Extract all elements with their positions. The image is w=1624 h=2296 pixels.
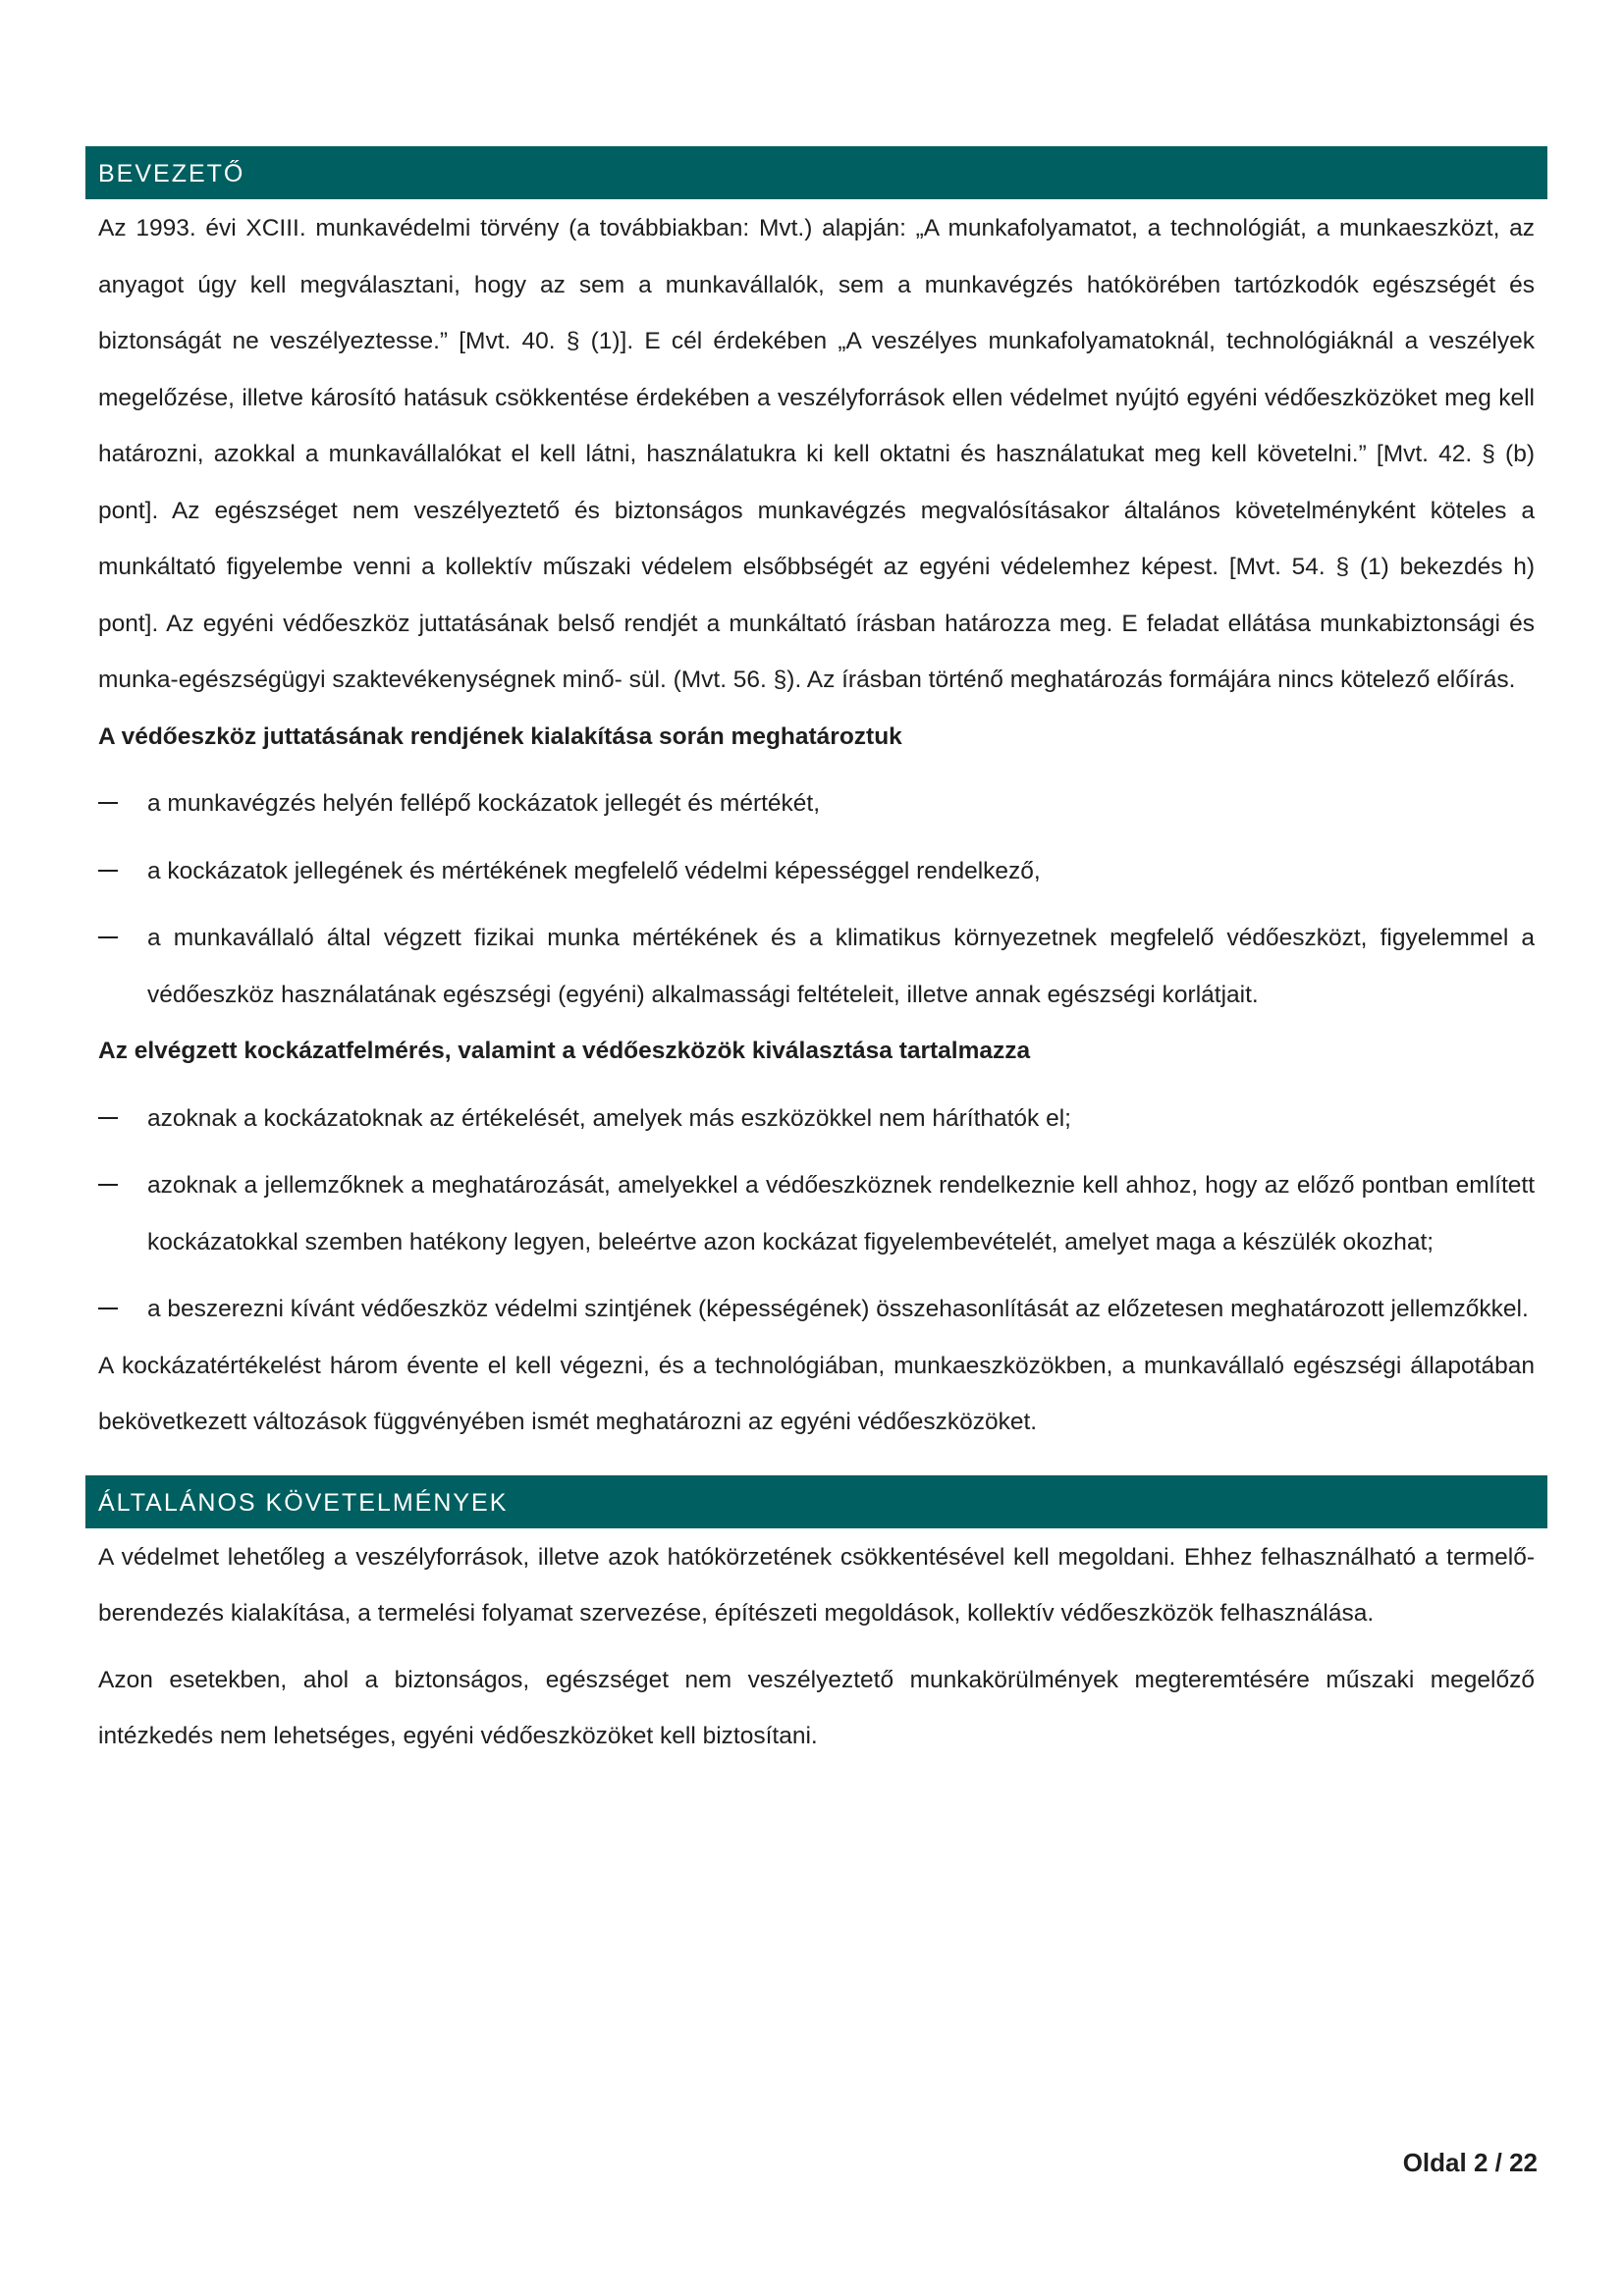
list-item xyxy=(85,1157,1547,1270)
requirements-paragraph-1: A védelmet lehetőleg a veszélyforrások, illetve azok hatókörzetének csökkentésével kell megoldani. Ehhez felhasználható a termelő-berendezés kialakítása, a termelési folyamat szervezése, építészeti megoldások, kollektív védőeszközök felhasználása. xyxy=(98,1543,1535,1627)
subheading-kockazatfelmeres: Az elvégzett kockázatfelmérés, valamint a védőeszközök kiválasztása tartalmazza xyxy=(98,1038,1031,1064)
list-item-text: a munkavégzés helyén fellépő kockázatok jellegét és mértékét, xyxy=(147,790,821,817)
page-content xyxy=(85,146,1547,1765)
list-item xyxy=(85,1091,1547,1148)
list-item xyxy=(85,775,1547,832)
subheading-juttatas: A védőeszköz juttatásának rendjének kialakítása során meghatároztuk xyxy=(98,722,902,750)
list-kockazatfelmeres xyxy=(85,1091,1547,1338)
list-item-text: a kockázatok jellegének és mértékének megfelelő védelmi képességgel rendelkező, xyxy=(147,857,1041,884)
intro-paragraph: Az 1993. évi XCIII. munkavédelmi törvény (a továbbiakban: Mvt.) alapján: „A munkafolyamatot, a technológiát, a munkaeszközt, az anyagot úgy kell megválasztani, hogy az sem a munkavállalók, sem a munkavégzés hatókörében tartózkodók egészségét és biztonságát ne veszélyeztesse.” [Mvt. 40. § (1)]. E cél érdekében „A veszélyes munkafolyamatoknál, technológiáknál a veszélyek megelőzése, illetve károsító hatásuk csökkentése érdekében a veszélyforrások ellen védelmet nyújtó egyéni védőeszközöket meg kell határozni, azokkal a munkavállalókat el kell látni, használatukra ki kell oktatni és használatukat meg kell követelni.” [Mvt. 42. § (b) pont]. Az egészséget nem veszélyeztető és biztonságos munkavégzés megvalósításakor általános követelményként köteles a munkáltató figyelembe venni a kollektív műszaki védelem elsőbbségét az egyéni védelemhez képest. [Mvt. 54. § (1) bekezdés h) pont]. Az egyéni védőeszköz juttatásának belső rendjét a munkáltató írásban határozza meg. E feladat ellátása munkabiztonsági és munka-egészségügyi szaktevékenységnek minő- sül. (Mvt. 56. §). Az írásban történő meghatározás formájára nincs kötelező előírás. xyxy=(98,215,1535,693)
dash-bullet-icon xyxy=(98,1184,118,1186)
list-item xyxy=(85,910,1547,1023)
dash-bullet-icon xyxy=(98,1117,118,1119)
list-item xyxy=(85,1281,1547,1338)
section-header-altalanos-kovetelmenyek: ÁLTALÁNOS KÖVETELMÉNYEK xyxy=(85,1475,1547,1528)
list-juttatas xyxy=(85,775,1547,1023)
page-number: Oldal 2 / 22 xyxy=(1402,2148,1538,2177)
requirements-paragraph-2: Azon esetekben, ahol a biztonságos, egészséget nem veszélyeztető munkakörülmények megteremtésére műszaki megelőző intézkedés nem lehetséges, egyéni védőeszközöket kell biztosítani. xyxy=(98,1666,1535,1749)
list-item xyxy=(85,843,1547,900)
list-item-text: a munkavállaló által végzett fizikai munka mértékének és a klimatikus környezetnek megfelelő védőeszközt, figyelemmel a védőeszköz használatának egészségi (egyéni) alkalmassági feltételeit, illetve annak egészségi korlátjait. xyxy=(147,925,1535,1008)
section-header-bevezeto: BEVEZETŐ xyxy=(85,146,1547,199)
dash-bullet-icon xyxy=(98,802,118,804)
closing-paragraph: A kockázatértékelést három évente el kell végezni, és a technológiában, munkaeszközökben, a munkavállaló egészségi állapotában bekövetkezett változások függvényében ismét meghatározni az egyéni védőeszközöket. xyxy=(98,1352,1535,1435)
list-item-text: a beszerezni kívánt védőeszköz védelmi szintjének (képességének) összehasonlítását az előzetesen meghatározott jellemzőkkel. xyxy=(147,1296,1529,1322)
list-item-text: azoknak a jellemzőknek a meghatározását, amelyekkel a védőeszköznek rendelkeznie kell ahhoz, hogy az előző pontban említett kockázatokkal szemben hatékony legyen, beleértve azon kockázat figyelembevételét, amelyet maga a készülék okozhat; xyxy=(147,1172,1535,1255)
dash-bullet-icon xyxy=(98,1308,118,1309)
list-item-text: azoknak a kockázatoknak az értékelését, amelyek más eszközökkel nem háríthatók el; xyxy=(147,1104,1071,1132)
dash-bullet-icon xyxy=(98,936,118,938)
dash-bullet-icon xyxy=(98,870,118,872)
